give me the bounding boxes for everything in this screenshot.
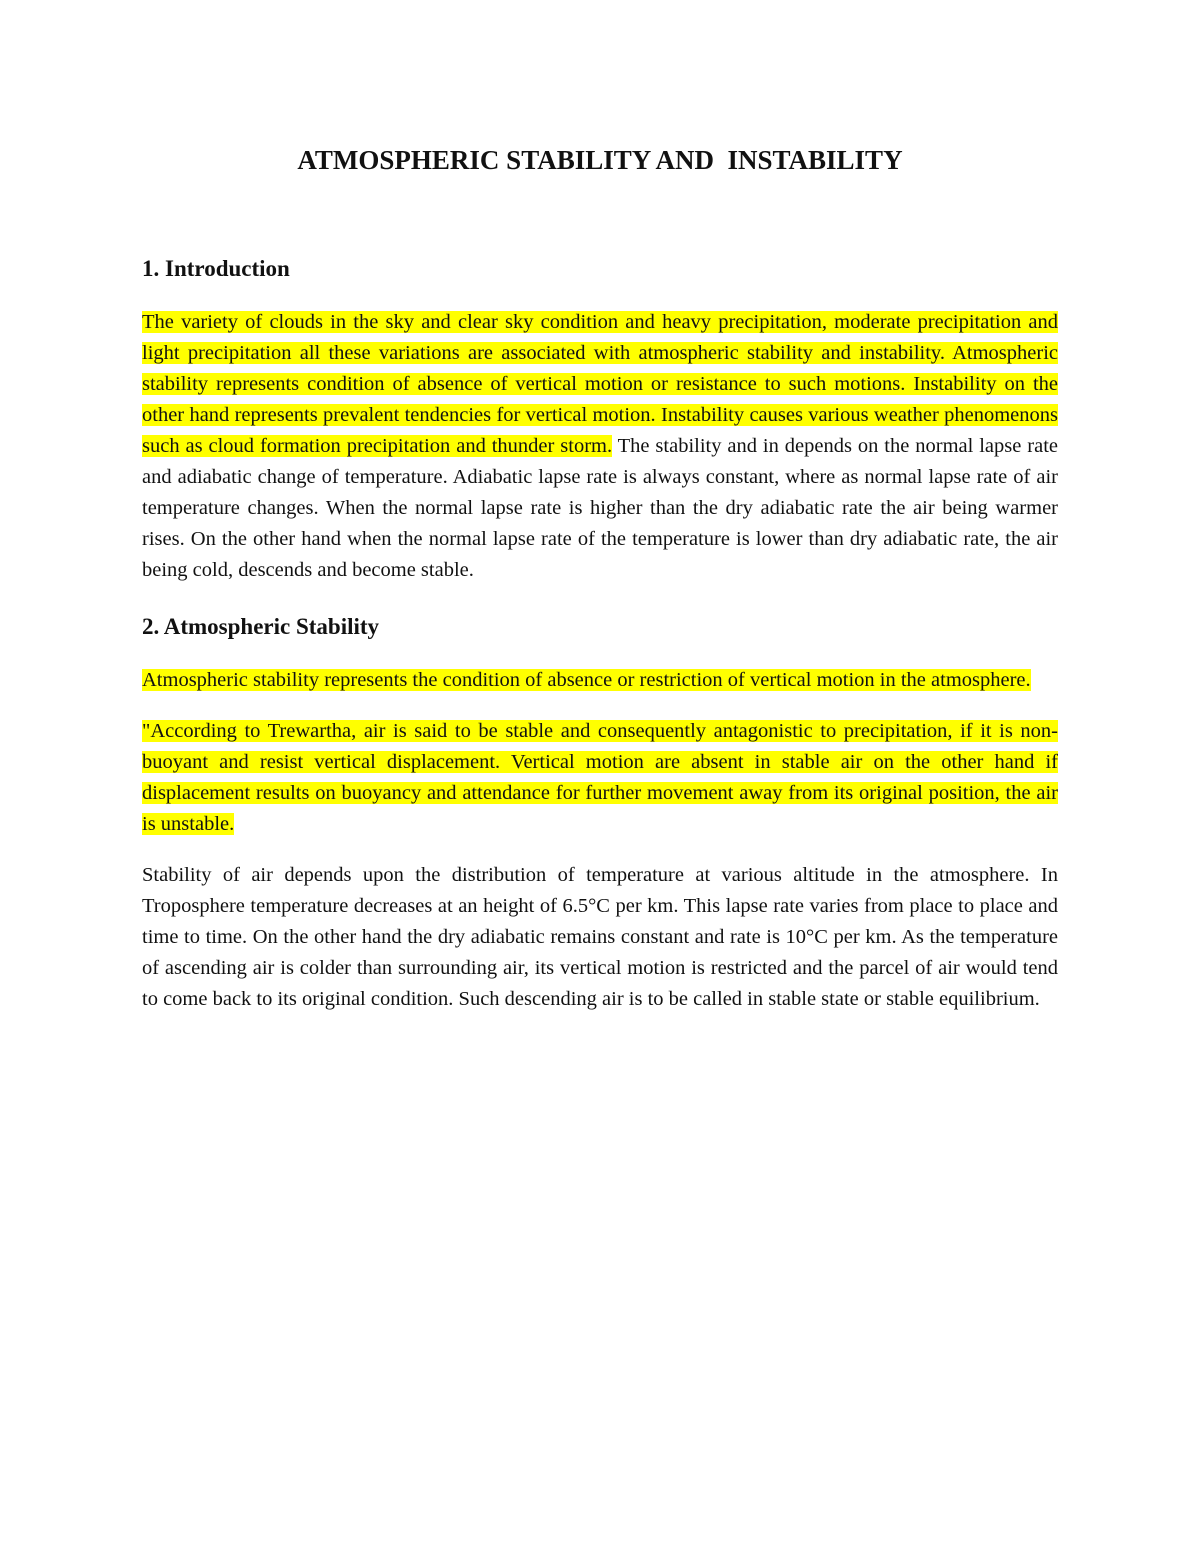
- highlighted-text: Atmospheric stability represents the condition of absence or restriction of vertical motion in the atmosphere.: [142, 669, 1031, 691]
- document-body: [142, 140, 1058, 1015]
- section-heading-atmospheric-stability: 2. Atmospheric Stability: [142, 614, 380, 639]
- highlighted-text: "According to Trewartha, air is said to be stable and consequently antagonistic to precipitation, if it is non-buoyant and resist vertical displacement. Vertical motion are absent in stable air on the other hand if displacement results on buoyancy and attendance for further movement away from its original position, the air is unstable.: [142, 720, 1058, 835]
- plain-text: Stability of air depends upon the distribution of temperature at various altitude in the atmosphere. In Troposphere temperature decreases at an height of 6.5°C per km. This lapse rate varies from place to place and time to time. On the other hand the dry adiabatic remains constant and rate is 10°C per km. As the temperature of ascending air is colder than surrounding air, its vertical motion is restricted and the parcel of air would tend to come back to its original condition. Such descending air is to be called in stable state or stable equilibrium.: [142, 864, 1058, 1010]
- stability-definition-paragraph: [142, 665, 1058, 696]
- trewartha-quote-paragraph: [142, 716, 1058, 840]
- section-heading-introduction: 1. Introduction: [142, 256, 290, 281]
- document-title: ATMOSPHERIC STABILITY AND INSTABILITY: [297, 145, 903, 175]
- stability-description-paragraph: [142, 860, 1058, 1015]
- highlighted-text: The variety of clouds in the sky and clear sky condition and heavy precipitation, moderate precipitation and light precipitation all these variations are associated with atmospheric stability and instability. Atmospheric stability represents condition of absence of vertical motion or resistance to such motions. Instability on the other hand represents prevalent tendencies for vertical motion. Instability causes various weather phenomenons such as cloud formation precipitation and thunder storm.: [142, 311, 1058, 457]
- plain-text: The stability and in depends on the normal lapse rate and adiabatic change of temperature. Adiabatic lapse rate is always constant, where as normal lapse rate of air temperature changes. When the normal lapse rate is higher than the dry adiabatic rate the air being warmer rises. On the other hand when the normal lapse rate of the temperature is lower than dry adiabatic rate, the air being cold, descends and become stable.: [142, 435, 1058, 581]
- introduction-paragraph: [142, 307, 1058, 586]
